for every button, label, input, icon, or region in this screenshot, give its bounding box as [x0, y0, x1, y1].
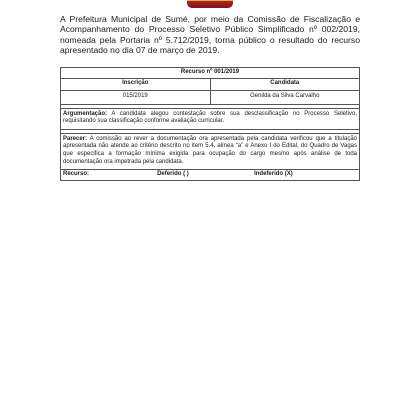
argumentacao-text: A candidata alegou contestação sobre sua desclassificação no Processo Seletivo, requisitando sua classificação conforme avaliação curricular. [63, 110, 357, 125]
argumentacao-block [61, 108, 360, 129]
column-header-candidata: Candidata [210, 78, 360, 90]
parecer-label: Parecer: [63, 135, 88, 142]
recurso-table [60, 67, 360, 181]
municipal-crest-logo [187, 0, 233, 8]
intro-paragraph: A Prefeitura Municipal de Sumé, por meio da Comissão de Fiscalização e Acompanhamento do Processo Seletivo Público Simplificado nº 002/2019, nomeada pela Portaria nº 5.712/2019, torna público o resultado do recurso apresentado no dia 07 de março de 2019. [60, 14, 360, 56]
recurso-title: Recurso nº 001/2019 [61, 68, 360, 79]
indeferido-option: Indeferido (X) [254, 171, 293, 178]
table-row [61, 170, 360, 181]
recurso-footer-label: Recurso: [63, 171, 90, 178]
table-row [61, 90, 360, 104]
parecer-text: A comissão ao rever a documentação ora apresentada pela candidata verificou que a titulação apresentada não atende ao critério descrito no item 5.4, alínea “a” e Anexo I do Edital, do Quadro de Vagas que especifica a formação mínima exigida para ocupação do cargo mesmo após análise de toda documentação ora impetrada pela candidata. [63, 135, 357, 165]
table-row [61, 108, 360, 129]
column-header-inscricao: Inscrição [61, 78, 211, 90]
inscricao-value: 015/2019 [61, 90, 211, 104]
parecer-block [61, 133, 360, 169]
candidata-value: Genilda da Silva Carvalho [210, 90, 360, 104]
deferido-option: Deferido ( ) [157, 171, 189, 178]
table-row [61, 68, 360, 79]
table-row [61, 78, 360, 90]
argumentacao-label: Argumentação: [63, 110, 108, 117]
decision-row [61, 170, 360, 181]
table-row [61, 133, 360, 169]
